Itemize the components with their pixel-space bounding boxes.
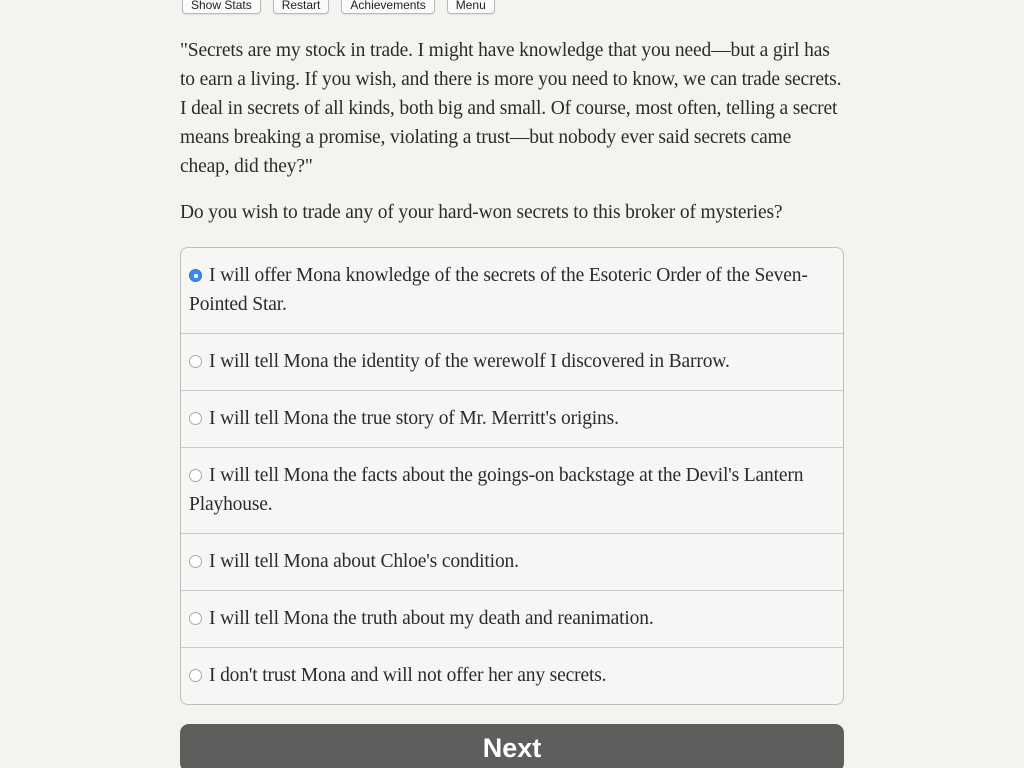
radio-button-6[interactable] bbox=[189, 612, 202, 625]
choice-option-6[interactable] bbox=[181, 590, 843, 647]
story-paragraph: "Secrets are my stock in trade. I might have knowledge that you need—but a girl has to earn a living. If you wish, and there is more you need to know, we can trade secrets. I deal in secrets of all kinds, both big and small. Of course, most often, telling a secret means breaking a promise, violating a trust—but nobody ever said secrets came cheap, did they?" bbox=[180, 40, 842, 177]
choice-option-4[interactable] bbox=[181, 447, 843, 533]
choice-label-5: I will tell Mona about Chloe's condition. bbox=[209, 551, 519, 572]
radio-button-5[interactable] bbox=[189, 555, 202, 568]
story-question: Do you wish to trade any of your hard-won secrets to this broker of mysteries? bbox=[180, 202, 783, 223]
choice-option-5[interactable] bbox=[181, 533, 843, 590]
restart-button[interactable]: Restart bbox=[273, 0, 330, 14]
radio-button-1[interactable] bbox=[189, 269, 202, 282]
show-stats-button[interactable]: Show Stats bbox=[182, 0, 261, 14]
choice-list bbox=[180, 247, 844, 705]
choice-label-6: I will tell Mona the truth about my death and reanimation. bbox=[209, 608, 654, 629]
choice-label-3: I will tell Mona the true story of Mr. Merritt's origins. bbox=[209, 408, 619, 429]
radio-button-4[interactable] bbox=[189, 469, 202, 482]
choice-label-4: I will tell Mona the facts about the goings-on backstage at the Devil's Lantern Playhouse. bbox=[189, 465, 804, 515]
choice-option-7[interactable] bbox=[181, 647, 843, 704]
choice-label-2: I will tell Mona the identity of the werewolf I discovered in Barrow. bbox=[209, 351, 730, 372]
choice-option-3[interactable] bbox=[181, 390, 843, 447]
radio-button-3[interactable] bbox=[189, 412, 202, 425]
story-content bbox=[180, 36, 844, 768]
top-toolbar bbox=[182, 0, 495, 14]
choice-option-2[interactable] bbox=[181, 333, 843, 390]
choice-option-1[interactable] bbox=[181, 248, 843, 333]
choice-label-1: I will offer Mona knowledge of the secrets of the Esoteric Order of the Seven-Pointed Star. bbox=[189, 265, 808, 315]
radio-button-7[interactable] bbox=[189, 669, 202, 682]
choice-label-7: I don't trust Mona and will not offer her any secrets. bbox=[209, 665, 607, 686]
menu-button[interactable]: Menu bbox=[447, 0, 495, 14]
radio-button-2[interactable] bbox=[189, 355, 202, 368]
next-button[interactable]: Next bbox=[180, 724, 844, 768]
achievements-button[interactable]: Achievements bbox=[341, 0, 434, 14]
